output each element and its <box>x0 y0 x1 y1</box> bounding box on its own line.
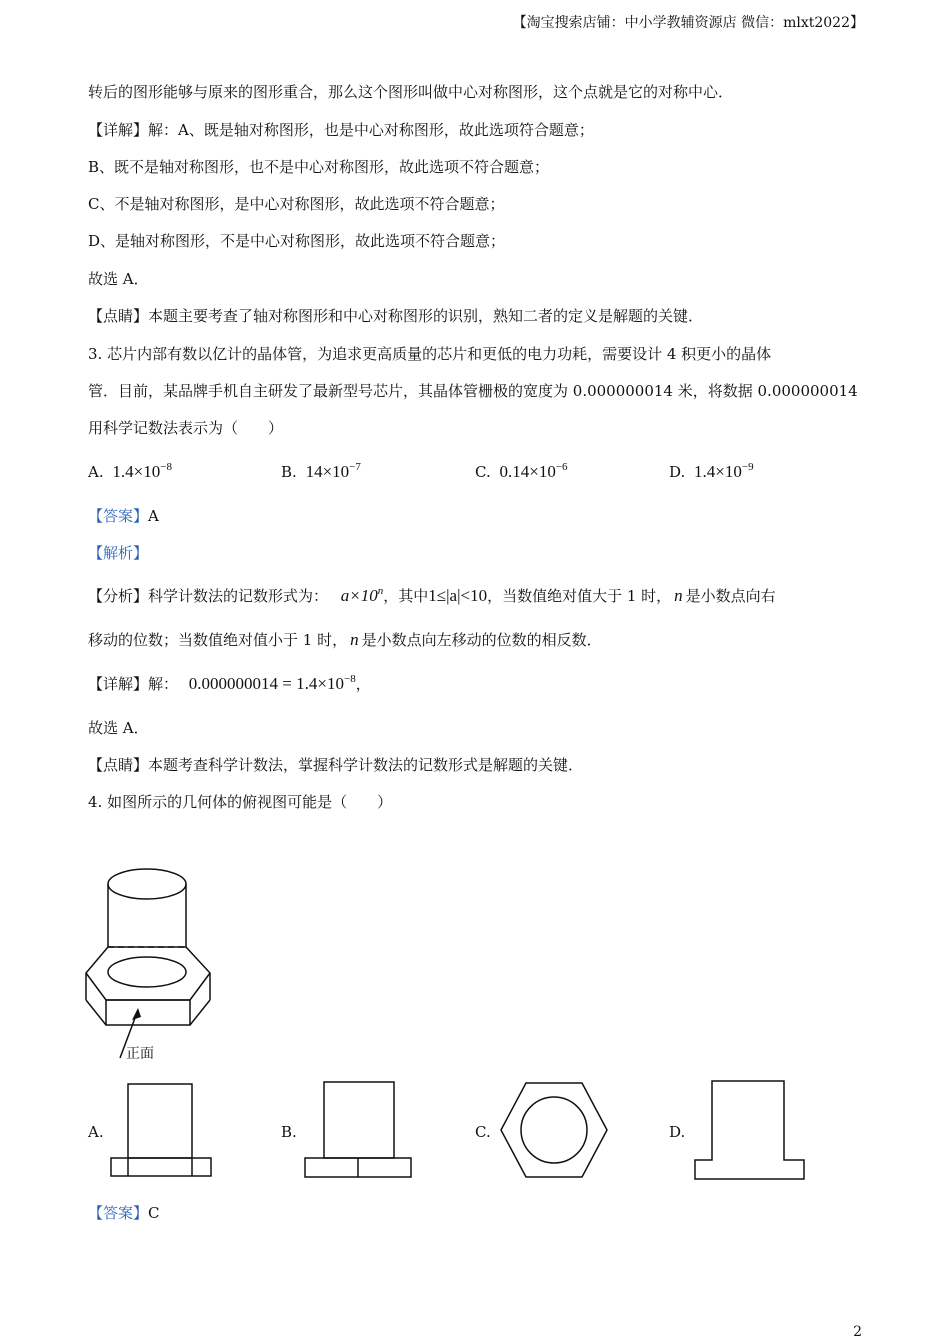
option-c: C. $0.14\times 10^{-6}$ <box>475 461 568 481</box>
answer-line: 【答案】A <box>88 507 159 525</box>
analysis-paragraph: 移动的位数；当数值绝对值小于 1 时， n 是小数点向左移动的位数的相反数． <box>88 630 602 649</box>
text-line: C、不是轴对称图形，是中心对称图形，故此选项不符合题意； <box>88 195 505 213</box>
option-d: D. $1.4\times 10^{-9}$ <box>669 461 754 481</box>
question-4-text: 4. 如图所示的几何体的俯视图可能是（ ） <box>88 793 393 811</box>
text-line: 故选 A． <box>88 719 149 737</box>
solid-figure <box>78 860 228 1060</box>
text-line: D、是轴对称图形，不是中心对称图形，故此选项不符合题意； <box>88 232 506 250</box>
page-header: 【淘宝搜索店铺：中小学教辅资源店 微信：mlxt2022】 <box>512 15 864 31</box>
view-option-c <box>498 1080 613 1180</box>
question-3-text: 3. 芯片内部有数以亿计的晶体管，为追求更高质量的芯片和更低的电力功耗，需要设计 4 积更小的晶体 <box>88 345 772 363</box>
comment-line: 【点睛】本题考查科学计数法，掌握科学计数法的记数形式是解题的关键． <box>88 756 584 774</box>
option-a: A. <box>88 1123 104 1141</box>
page-number: 2 <box>853 1324 862 1340</box>
analysis-tag: 【解析】 <box>88 544 149 562</box>
detail-line: 【详解】解： $0.000000014 = 1.4\times 10^{-8}$， <box>88 673 371 693</box>
view-option-a <box>108 1080 218 1180</box>
text-line: B、既不是轴对称图形，也不是中心对称图形，故此选项不符合题意； <box>88 158 550 176</box>
option-d: D. <box>669 1123 686 1141</box>
text-line: 【点睛】本题主要考查了轴对称图形和中心对称图形的识别，熟知二者的定义是解题的关键． <box>88 307 704 325</box>
view-option-d <box>692 1078 807 1183</box>
option-b: B. $14\times 10^{-7}$ <box>281 461 361 481</box>
option-a: A. $1.4\times 10^{-8}$ <box>88 461 172 481</box>
view-option-b <box>302 1080 417 1180</box>
question-3-text: 管．目前，某品牌手机自主研发了最新型号芯片，其晶体管栅极的宽度为 0.000000014 米，将数据 0.000000014 <box>88 382 858 400</box>
front-label: 正面 <box>126 1046 154 1062</box>
option-c: C. <box>475 1123 491 1141</box>
question-3-text: 用科学记数法表示为（ ） <box>88 419 284 437</box>
analysis-paragraph: 【分析】科学计数法的记数形式为： $a\times 10^n$，其中1≤|a|<10，当数值绝对值大于 1 时， n 是小数点向右 <box>88 585 776 605</box>
option-b: B. <box>281 1123 297 1141</box>
answer-line: 【答案】C <box>88 1204 160 1222</box>
text-line: 【详解】解：A、既是轴对称图形，也是中心对称图形，故此选项符合题意； <box>88 121 594 139</box>
text-line: 转后的图形能够与原来的图形重合，那么这个图形叫做中心对称图形，这个点就是它的对称中心． <box>88 83 734 101</box>
text-line: 故选 A． <box>88 270 149 288</box>
